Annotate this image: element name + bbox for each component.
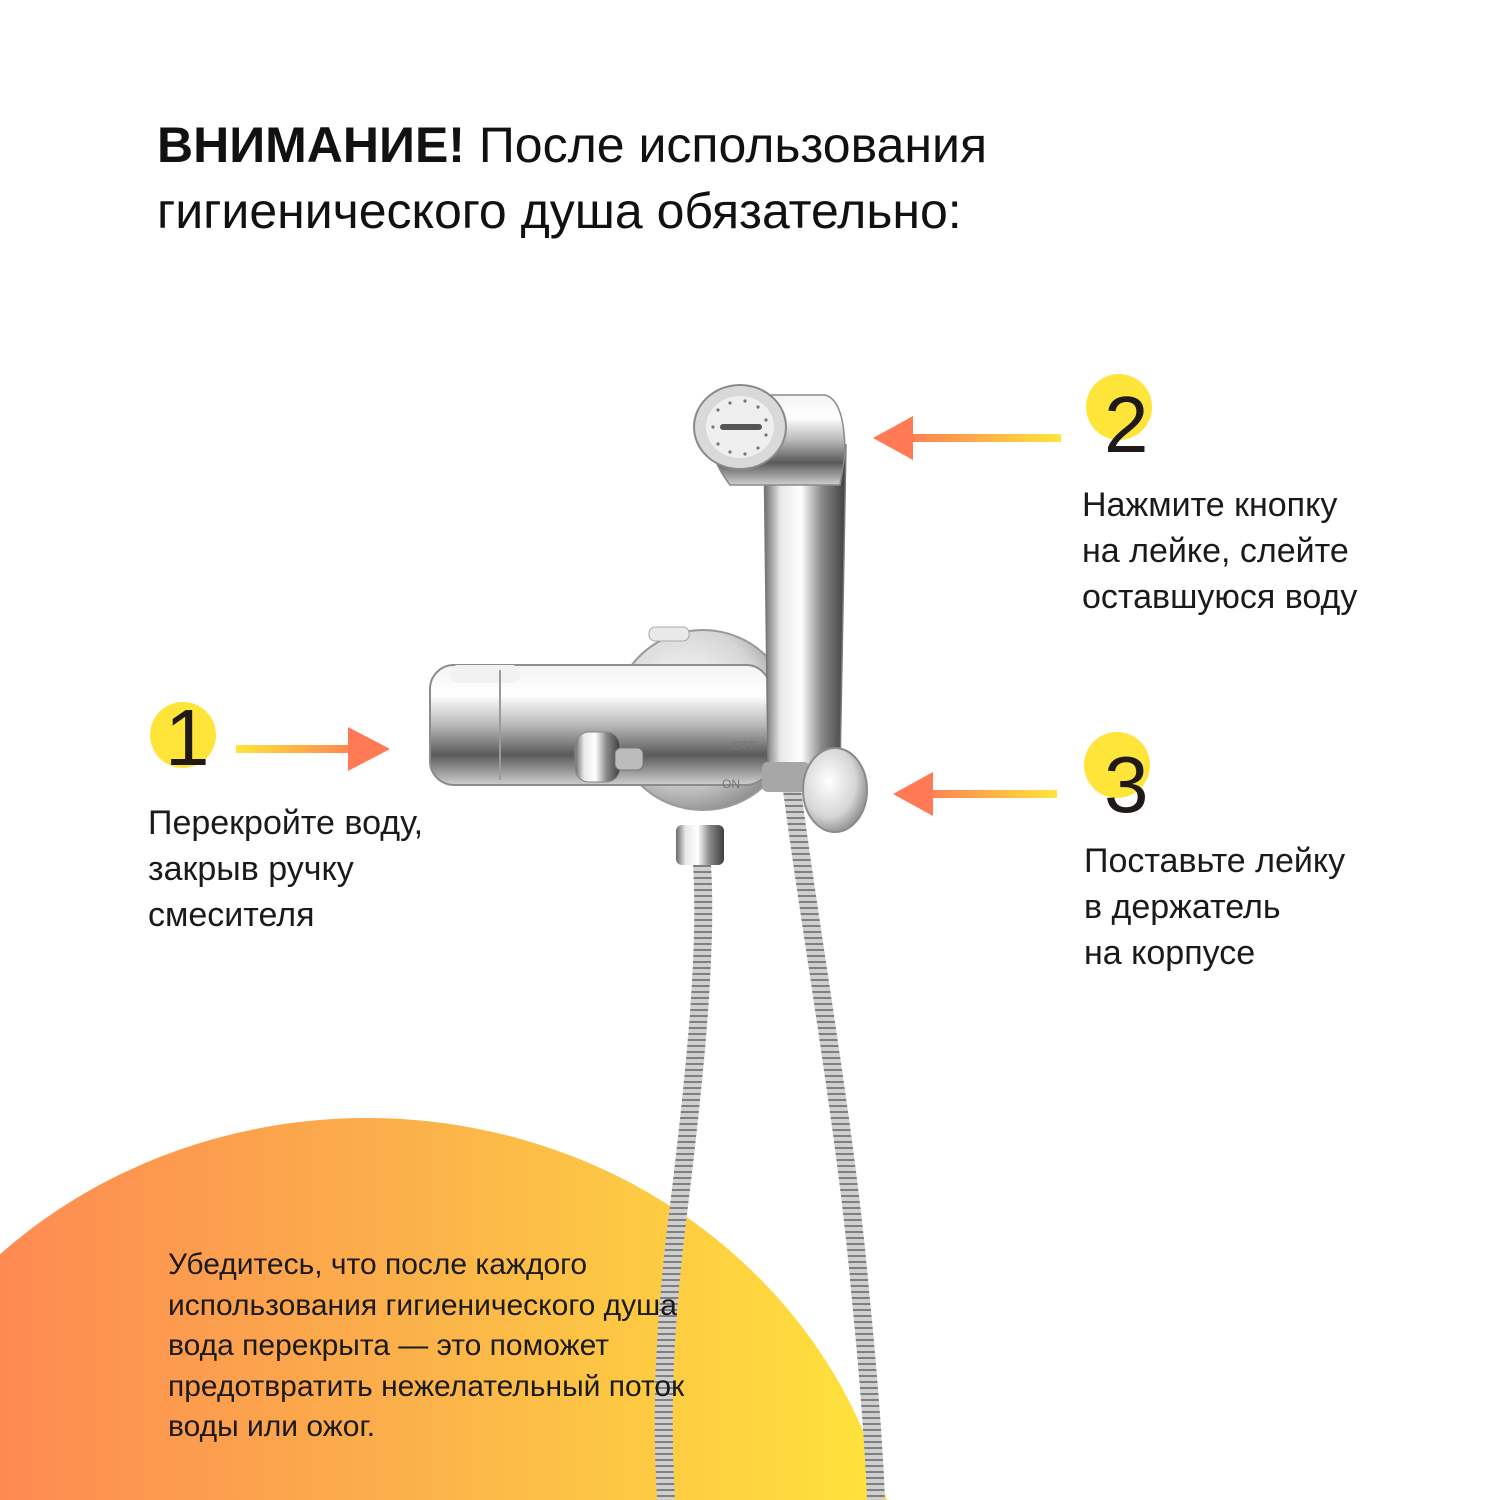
note-line: предотвратить нежелательный поток <box>168 1369 685 1403</box>
title-line2: гигиенического душа обязательно: <box>157 183 962 239</box>
on-label: ON <box>722 777 740 791</box>
note-line: вода перекрыта — это поможет <box>168 1329 610 1362</box>
note-line: Убедитесь, что после каждого <box>168 1248 588 1281</box>
note-line: воды или ожог. <box>168 1410 376 1443</box>
title-warning: ВНИМАНИЕ! <box>157 117 465 173</box>
page-title <box>157 112 1257 244</box>
step-1-text <box>148 800 423 938</box>
arrow-left-icon <box>873 416 1063 460</box>
step-1-line: Перекройте воду, <box>148 804 424 842</box>
step-2-line: на лейке, слейте <box>1082 532 1349 570</box>
title-line1: После использования <box>464 117 988 173</box>
step-2-line: Нажмите кнопку <box>1082 486 1338 524</box>
note-line: использования гигиенического душа <box>168 1288 677 1322</box>
step-1-number: 1 <box>165 693 210 782</box>
step-3-text <box>1084 838 1345 976</box>
warning-note <box>168 1245 788 1448</box>
step-2-text <box>1082 482 1357 620</box>
step-3-number: 3 <box>1104 740 1149 829</box>
step-2-number: 2 <box>1104 380 1149 469</box>
arrow-right-icon <box>236 727 392 771</box>
step-3-line: на корпусе <box>1084 934 1256 972</box>
arrow-left-icon <box>893 772 1059 816</box>
off-label: OFF <box>733 739 757 753</box>
step-1-line: закрыв ручку <box>148 850 354 888</box>
step-3-line: Поставьте лейку <box>1084 842 1346 880</box>
step-2-line: оставшуюся воду <box>1082 578 1358 616</box>
step-3-line: в держатель <box>1084 888 1281 926</box>
step-1-line: смесителя <box>148 896 315 934</box>
